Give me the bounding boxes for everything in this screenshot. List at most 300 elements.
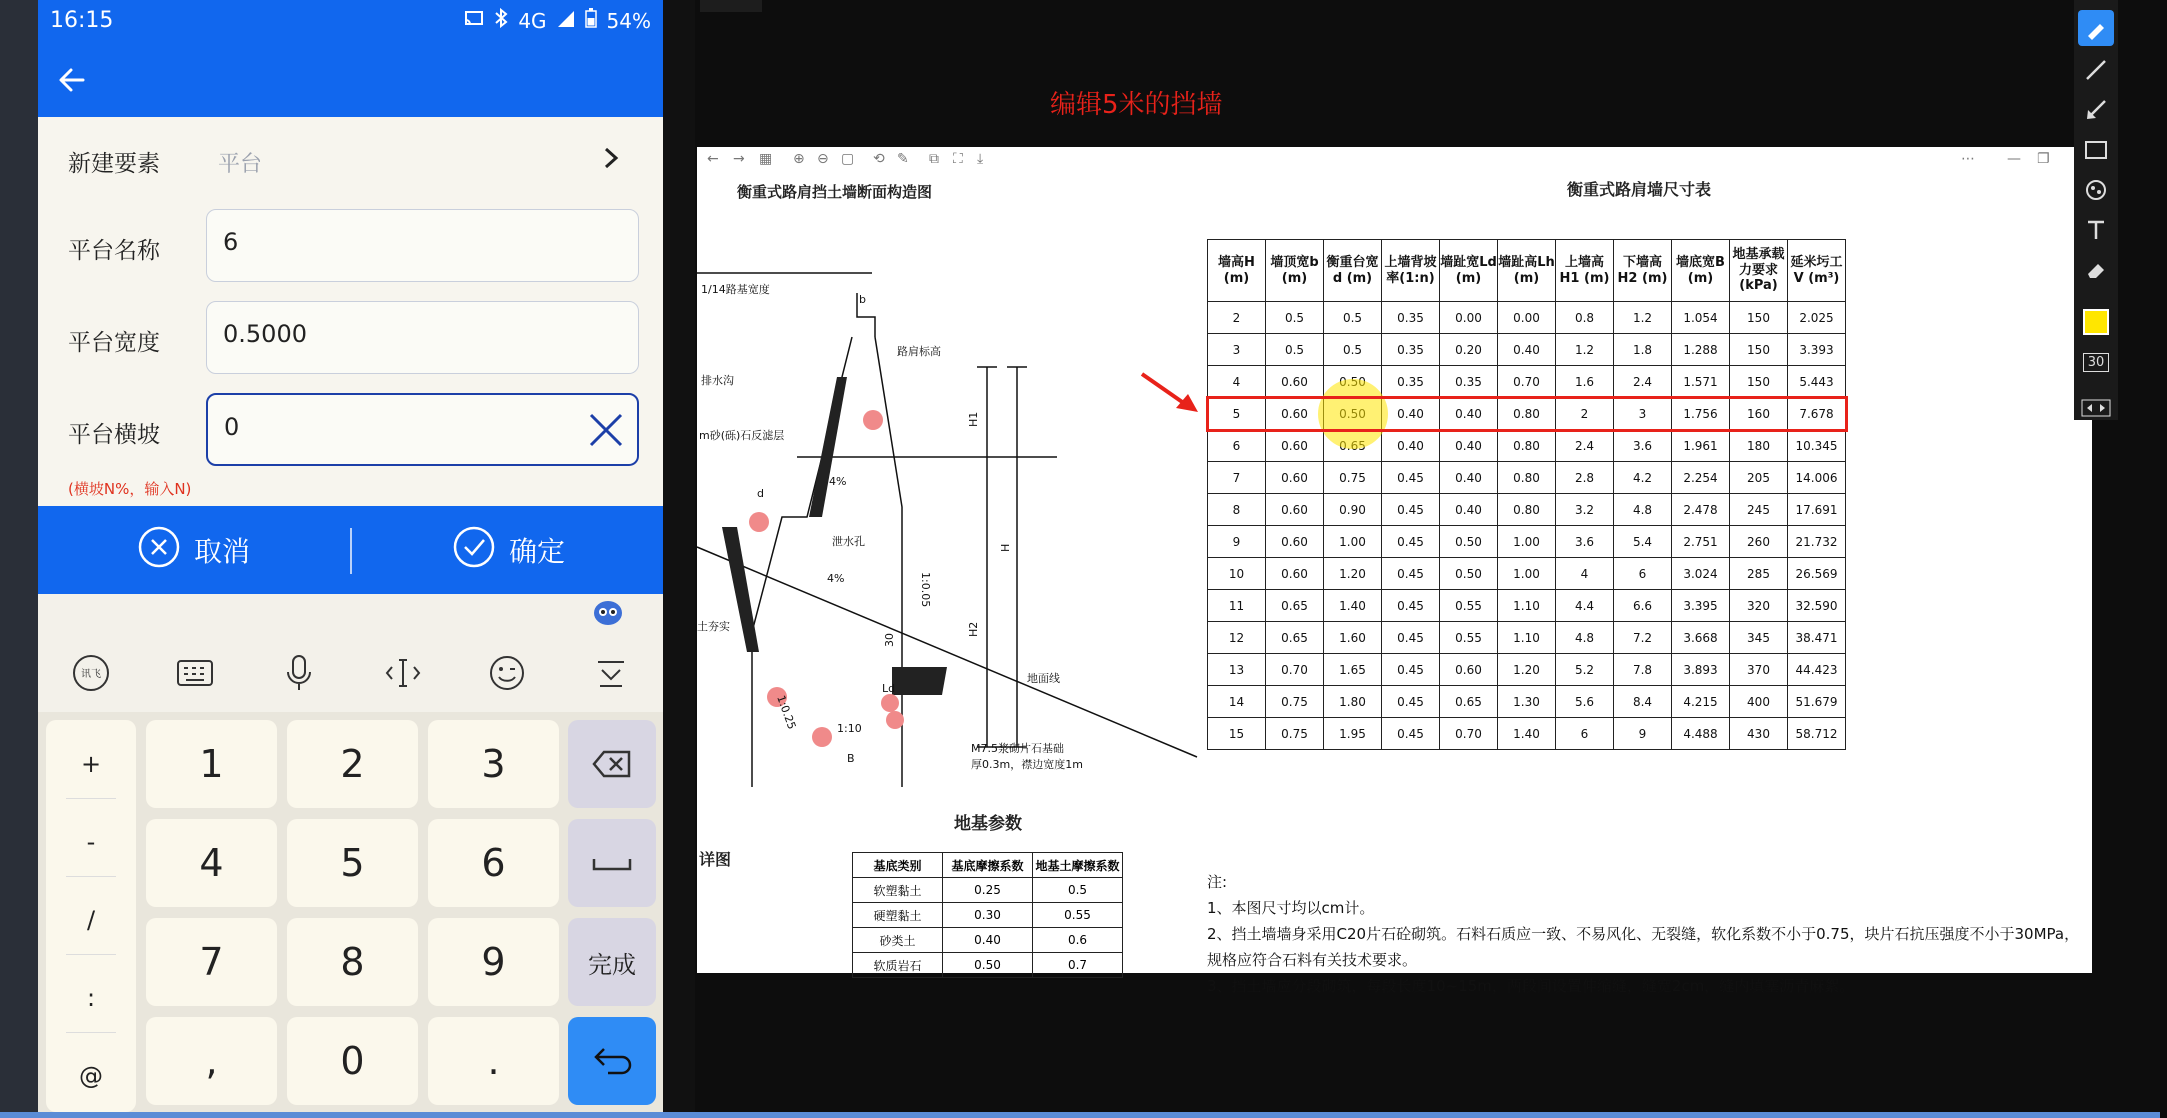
table-cell: 1.961 xyxy=(1672,430,1730,462)
status-time: 16:15 xyxy=(50,8,114,33)
table-cell: 180 xyxy=(1730,430,1788,462)
drawing-title: 衡重式路肩挡土墙断面构造图 xyxy=(737,183,933,201)
line-tool-icon[interactable] xyxy=(2078,52,2114,88)
table-cell: 1.30 xyxy=(1498,686,1556,718)
table-cell: 1.60 xyxy=(1324,622,1382,654)
label-slope1: 1:0.05 xyxy=(919,572,932,608)
table-cell: 1.00 xyxy=(1324,526,1382,558)
note-1: 1、本图尺寸均以cm计。 xyxy=(1207,899,1375,917)
table-cell: 0.5 xyxy=(1266,302,1324,334)
table-cell: 0.55 xyxy=(1440,590,1498,622)
table-cell: 1.00 xyxy=(1498,526,1556,558)
table-cell: 21.732 xyxy=(1788,526,1846,558)
table-row xyxy=(1208,654,1846,686)
table-row xyxy=(1208,526,1846,558)
platform-slope-input-box[interactable] xyxy=(206,393,639,466)
mosaic-tool-icon[interactable] xyxy=(2078,172,2114,208)
table-cell: 4 xyxy=(1208,366,1266,398)
table-cell: 160 xyxy=(1730,398,1788,430)
soil-table-cell: 0.50 xyxy=(943,953,1033,978)
soil-params-title: 地基参数 xyxy=(954,814,1022,834)
table-cell: 0.5 xyxy=(1266,334,1324,366)
table-cell: 1.95 xyxy=(1324,718,1382,750)
table-cell: 1.756 xyxy=(1672,398,1730,430)
soil-table-cell: 0.30 xyxy=(943,903,1033,928)
label-ground: 地面线 xyxy=(1027,672,1060,685)
back-arrow-icon[interactable] xyxy=(48,56,96,104)
table-cell: 3.393 xyxy=(1788,334,1846,366)
label-H2: H2 xyxy=(967,621,980,637)
label-fill: 土夯实 xyxy=(697,620,730,633)
ifly-logo-icon[interactable] xyxy=(70,652,112,694)
table-cell: 0.35 xyxy=(1382,302,1440,334)
table-cell: 0.00 xyxy=(1498,302,1556,334)
platform-slope-row xyxy=(38,392,663,470)
table-cell: 1.2 xyxy=(1556,334,1614,366)
table-cell: 6 xyxy=(1208,430,1266,462)
key-slash[interactable]: / xyxy=(86,906,96,934)
phone-left-strip xyxy=(0,0,38,1118)
rotate-icon[interactable]: ⟲ xyxy=(873,151,885,167)
table-cell: 17.691 xyxy=(1788,494,1846,526)
table-row xyxy=(1208,622,1846,654)
key-0[interactable]: 0 xyxy=(287,1017,418,1105)
table-cell: 0.40 xyxy=(1440,398,1498,430)
table-cell: 150 xyxy=(1730,334,1788,366)
enter-key[interactable] xyxy=(568,1017,656,1105)
platform-slope-input[interactable] xyxy=(224,413,604,441)
table-cell: 11 xyxy=(1208,590,1266,622)
table-cell: 0.40 xyxy=(1440,430,1498,462)
cancel-circle-x-icon xyxy=(138,526,180,575)
table-cell: 3.668 xyxy=(1672,622,1730,654)
table-cell: 14.006 xyxy=(1788,462,1846,494)
note-3: 3、挡土墙应分段砌筑，每段长度10~15m，两段间设置伸缩缝，缝宽2cm，缝内填塞沥青麻絮。 xyxy=(1207,977,1855,995)
table-cell: 1.10 xyxy=(1498,590,1556,622)
key-7[interactable]: 7 xyxy=(146,918,277,1006)
soil-table-cell: 0.25 xyxy=(943,878,1033,903)
table-cell: 4 xyxy=(1556,558,1614,590)
table-cell: 0.5 xyxy=(1324,302,1382,334)
table-cell: 430 xyxy=(1730,718,1788,750)
table-cell: 1.8 xyxy=(1614,334,1672,366)
table-cell: 2 xyxy=(1208,302,1266,334)
table-header-cell: 墙趾高Lh (m) xyxy=(1498,240,1556,302)
key-4[interactable]: 4 xyxy=(146,819,277,907)
table-cell: 5 xyxy=(1208,398,1266,430)
label-foundation-size: 厚0.3m，襟边宽度1m xyxy=(971,758,1083,771)
table-cell: 0.60 xyxy=(1266,398,1324,430)
table-cell: 0.45 xyxy=(1382,494,1440,526)
table-cell: 0.45 xyxy=(1382,462,1440,494)
soil-table-cell: 0.6 xyxy=(1033,928,1123,953)
label-b: b xyxy=(859,293,866,306)
soil-table-cell: 0.55 xyxy=(1033,903,1123,928)
more-icon[interactable]: ⋯ xyxy=(1961,151,1975,167)
table-cell: 4.4 xyxy=(1556,590,1614,622)
table-cell: 0.80 xyxy=(1498,398,1556,430)
collapse-keyboard-icon[interactable] xyxy=(590,652,632,694)
table-cell: 0.70 xyxy=(1498,366,1556,398)
table-cell: 0.45 xyxy=(1382,718,1440,750)
label-H1: H1 xyxy=(967,411,980,427)
key-colon[interactable]: : xyxy=(86,984,96,1012)
soil-header-cell: 基底摩擦系数 xyxy=(943,853,1033,878)
rectangle-tool-icon[interactable] xyxy=(2078,132,2114,168)
table-cell: 0.65 xyxy=(1266,590,1324,622)
download-icon[interactable]: ⤓ xyxy=(977,151,984,167)
feature-selector-row[interactable] xyxy=(38,117,663,201)
app-bar xyxy=(38,42,663,117)
table-cell: 0.40 xyxy=(1498,334,1556,366)
table-cell: 1.10 xyxy=(1498,622,1556,654)
key-at[interactable]: @ xyxy=(79,1062,103,1090)
enter-return-icon xyxy=(592,1045,632,1077)
svg-text:讯飞: 讯飞 xyxy=(81,669,101,680)
table-cell: 8.4 xyxy=(1614,686,1672,718)
platform-name-input[interactable] xyxy=(223,228,603,256)
zoom-in-icon[interactable]: ⊕ xyxy=(793,151,805,167)
platform-width-input[interactable] xyxy=(223,320,603,348)
table-cell: 2 xyxy=(1556,398,1614,430)
platform-width-input-box[interactable] xyxy=(206,301,639,374)
table-cell: 26.569 xyxy=(1788,558,1846,590)
table-cell: 5.443 xyxy=(1788,366,1846,398)
microphone-icon[interactable] xyxy=(278,652,320,694)
action-divider xyxy=(350,528,352,574)
table-title: 衡重式路肩墙尺寸表 xyxy=(1567,180,1712,199)
table-cell: 2.751 xyxy=(1672,526,1730,558)
table-row xyxy=(1208,494,1846,526)
platform-width-row xyxy=(38,300,663,378)
key-1[interactable]: 1 xyxy=(146,720,277,808)
table-cell: 0.45 xyxy=(1382,654,1440,686)
table-cell: 0.65 xyxy=(1440,686,1498,718)
table-cell: 285 xyxy=(1730,558,1788,590)
table-cell: 0.75 xyxy=(1266,686,1324,718)
cursor-move-icon[interactable] xyxy=(382,652,424,694)
table-cell: 260 xyxy=(1730,526,1788,558)
table-cell: 0.80 xyxy=(1498,462,1556,494)
back-icon[interactable]: ← xyxy=(707,151,719,167)
table-cell: 38.471 xyxy=(1788,622,1846,654)
soil-table-row xyxy=(853,903,1123,928)
confirm-check-icon xyxy=(453,526,495,575)
table-cell: 7 xyxy=(1208,462,1266,494)
table-header-cell: 上墙高H1 (m) xyxy=(1556,240,1614,302)
platform-slope-label: 平台横坡 xyxy=(68,422,160,448)
table-cell: 3 xyxy=(1614,398,1672,430)
table-cell: 3.395 xyxy=(1672,590,1730,622)
callout-1 xyxy=(863,410,883,430)
key-3[interactable]: 3 xyxy=(428,720,559,808)
table-cell: 0.45 xyxy=(1382,526,1440,558)
expand-toggle-icon[interactable] xyxy=(2078,390,2114,426)
symbol-separator xyxy=(66,954,116,955)
soil-header-row xyxy=(853,853,1123,878)
copy-icon[interactable]: ⧉ xyxy=(929,151,939,167)
table-cell: 1.6 xyxy=(1556,366,1614,398)
zoom-out-icon[interactable]: ⊖ xyxy=(817,151,829,167)
soil-table-cell: 砂类土 xyxy=(853,928,943,953)
backspace-key[interactable] xyxy=(568,720,656,808)
edit-icon[interactable]: ✎ xyxy=(897,151,909,167)
table-cell: 245 xyxy=(1730,494,1788,526)
table-cell: 58.712 xyxy=(1788,718,1846,750)
table-cell: 12 xyxy=(1208,622,1266,654)
label-slope3: 1:10 xyxy=(837,722,862,735)
table-cell: 1.288 xyxy=(1672,334,1730,366)
table-header-cell: 墙高H (m) xyxy=(1208,240,1266,302)
key-8[interactable]: 8 xyxy=(287,918,418,1006)
table-cell: 205 xyxy=(1730,462,1788,494)
done-key[interactable]: 完成 xyxy=(568,918,656,1006)
platform-name-label: 平台名称 xyxy=(68,238,160,264)
table-cell: 4.488 xyxy=(1672,718,1730,750)
soil-params-table xyxy=(852,852,1123,978)
clear-icon[interactable] xyxy=(587,411,625,453)
status-icons xyxy=(464,8,651,33)
platform-name-input-box[interactable] xyxy=(206,209,639,282)
soil-table-row xyxy=(853,953,1123,978)
soil-table-row xyxy=(853,928,1123,953)
key-5[interactable]: 5 xyxy=(287,819,418,907)
label-B: B xyxy=(847,752,855,765)
table-cell: 10.345 xyxy=(1788,430,1846,462)
key-minus[interactable]: - xyxy=(86,828,96,856)
table-cell: 51.679 xyxy=(1788,686,1846,718)
table-cell: 5.6 xyxy=(1556,686,1614,718)
annotation-arrow-icon xyxy=(1140,370,1200,415)
table-cell: 0.60 xyxy=(1440,654,1498,686)
table-cell: 0.40 xyxy=(1382,430,1440,462)
table-row xyxy=(1208,430,1846,462)
callout-2 xyxy=(881,694,899,712)
table-cell: 14 xyxy=(1208,686,1266,718)
chevron-right-icon xyxy=(603,147,619,173)
table-cell: 0.60 xyxy=(1266,526,1324,558)
symbols-column xyxy=(46,720,136,1112)
table-row xyxy=(1208,686,1846,718)
table-cell: 4.8 xyxy=(1556,622,1614,654)
table-cell: 32.590 xyxy=(1788,590,1846,622)
table-cell: 150 xyxy=(1730,302,1788,334)
label-foundation: M7.5浆砌片石基础 xyxy=(971,742,1064,755)
key-comma[interactable]: , xyxy=(146,1017,277,1105)
table-cell: 0.45 xyxy=(1382,558,1440,590)
table-cell: 8 xyxy=(1208,494,1266,526)
label-Ld: Ld xyxy=(882,682,896,695)
table-cell: 0.65 xyxy=(1266,622,1324,654)
label-top-slope: 1/14路基宽度 xyxy=(701,283,770,296)
table-cell: 0.50 xyxy=(1440,526,1498,558)
key-2[interactable]: 2 xyxy=(287,720,418,808)
notes-title: 注: xyxy=(1207,873,1228,891)
platform-name-row xyxy=(38,208,663,286)
table-row xyxy=(1208,302,1846,334)
color-swatch[interactable] xyxy=(2078,304,2114,340)
label-road-edge: 路肩标高 xyxy=(897,345,941,358)
keyboard-top-strip xyxy=(38,594,663,634)
table-cell: 7.678 xyxy=(1788,398,1846,430)
callout-4 xyxy=(812,727,832,747)
label-pct1: 4% xyxy=(829,475,847,488)
table-cell: 0.60 xyxy=(1266,430,1324,462)
table-cell: 5.2 xyxy=(1556,654,1614,686)
soil-table-cell: 软塑黏土 xyxy=(853,878,943,903)
grid-view-icon[interactable]: ▦ xyxy=(759,151,773,167)
table-cell: 4.2 xyxy=(1614,462,1672,494)
table-cell: 1.00 xyxy=(1498,558,1556,590)
label-h30: 30 xyxy=(883,633,896,647)
table-cell: 0.40 xyxy=(1440,462,1498,494)
table-cell: 1.571 xyxy=(1672,366,1730,398)
soil-table-cell: 0.40 xyxy=(943,928,1033,953)
wall-dimension-table xyxy=(1207,239,1846,750)
symbol-separator xyxy=(66,1032,116,1033)
table-cell: 0.20 xyxy=(1440,334,1498,366)
table-cell: 3.6 xyxy=(1614,430,1672,462)
restore-icon[interactable]: ❐ xyxy=(2037,151,2050,167)
label-drainage: 排水沟 xyxy=(701,374,734,387)
table-cell: 2.254 xyxy=(1672,462,1730,494)
table-cell: 0.70 xyxy=(1440,718,1498,750)
table-cell: 7.8 xyxy=(1614,654,1672,686)
soil-header-cell: 基底类别 xyxy=(853,853,943,878)
table-cell: 7.2 xyxy=(1614,622,1672,654)
table-cell: 6 xyxy=(1556,718,1614,750)
table-cell: 0.80 xyxy=(1498,494,1556,526)
table-cell: 0.35 xyxy=(1382,366,1440,398)
table-header-cell: 墙底宽B (m) xyxy=(1672,240,1730,302)
table-cell: 3.024 xyxy=(1672,558,1730,590)
battery-level: 54% xyxy=(606,8,651,33)
table-row xyxy=(1208,366,1846,398)
table-cell: 0.55 xyxy=(1440,622,1498,654)
table-cell: 10 xyxy=(1208,558,1266,590)
table-cell: 0.90 xyxy=(1324,494,1382,526)
pen-size[interactable]: 30 xyxy=(2078,344,2114,380)
table-cell: 320 xyxy=(1730,590,1788,622)
space-key[interactable] xyxy=(568,819,656,907)
eraser-tool-icon[interactable] xyxy=(2078,252,2114,288)
key-6[interactable]: 6 xyxy=(428,819,559,907)
soil-table-cell: 硬塑黏土 xyxy=(853,903,943,928)
table-header-row xyxy=(1208,240,1846,302)
emoji-icon[interactable] xyxy=(486,652,528,694)
table-cell: 9 xyxy=(1208,526,1266,558)
key-dot[interactable]: . xyxy=(428,1017,559,1105)
overlay-title: 编辑5米的挡墙 xyxy=(1050,90,1223,120)
table-cell: 0.80 xyxy=(1498,430,1556,462)
table-cell: 4.8 xyxy=(1614,494,1672,526)
table-cell: 1.40 xyxy=(1324,590,1382,622)
table-cell: 0.8 xyxy=(1556,302,1614,334)
cast-icon xyxy=(464,9,484,33)
table-cell: 0.60 xyxy=(1266,494,1324,526)
keyboard-icon[interactable] xyxy=(174,652,216,694)
cancel-button[interactable] xyxy=(138,524,250,576)
table-cell: 1.20 xyxy=(1498,654,1556,686)
table-header-cell: 墙趾宽Ld (m) xyxy=(1440,240,1498,302)
forward-icon[interactable]: → xyxy=(733,151,745,167)
key-plus[interactable]: + xyxy=(80,750,102,778)
callout-3 xyxy=(886,711,904,729)
top-tab-strip xyxy=(700,0,762,12)
table-row xyxy=(1208,334,1846,366)
soil-table-row xyxy=(853,878,1123,903)
key-9[interactable]: 9 xyxy=(428,918,559,1006)
table-cell: 0.50 xyxy=(1440,558,1498,590)
signal-icon xyxy=(557,9,575,33)
table-cell: 0.40 xyxy=(1382,398,1440,430)
fullscreen-icon[interactable]: ⛶ xyxy=(953,151,963,167)
slope-hint: (横坡N%，输入N) xyxy=(68,480,192,498)
fit-page-icon[interactable]: ▢ xyxy=(841,151,855,167)
table-cell: 0.45 xyxy=(1382,590,1440,622)
table-cell: 2.8 xyxy=(1556,462,1614,494)
table-cell: 150 xyxy=(1730,366,1788,398)
table-cell: 0.35 xyxy=(1382,334,1440,366)
table-cell: 3.2 xyxy=(1556,494,1614,526)
table-header-cell: 上墙背坡率(1:n) xyxy=(1382,240,1440,302)
callout-6 xyxy=(749,512,769,532)
table-cell: 370 xyxy=(1730,654,1788,686)
detail-label: 详图 xyxy=(699,850,732,869)
table-cell: 3.893 xyxy=(1672,654,1730,686)
confirm-button[interactable] xyxy=(453,524,565,576)
battery-icon xyxy=(585,8,597,33)
table-header-cell: 衡重台宽d (m) xyxy=(1324,240,1382,302)
table-cell: 0.60 xyxy=(1266,558,1324,590)
table-cell: 6.6 xyxy=(1614,590,1672,622)
table-header-cell: 下墙高H2 (m) xyxy=(1614,240,1672,302)
table-cell: 3.6 xyxy=(1556,526,1614,558)
confirm-label: 确定 xyxy=(509,535,566,568)
soil-table-body xyxy=(853,878,1123,978)
soil-table-cell: 0.5 xyxy=(1033,878,1123,903)
table-cell: 4.215 xyxy=(1672,686,1730,718)
status-bar xyxy=(38,0,663,42)
action-bar xyxy=(38,506,663,594)
table-cell: 2.4 xyxy=(1556,430,1614,462)
minimize-icon[interactable]: — xyxy=(2007,151,2021,167)
table-cell: 0.75 xyxy=(1266,718,1324,750)
soil-table-cell: 0.7 xyxy=(1033,953,1123,978)
symbol-separator xyxy=(66,798,116,799)
table-cell: 0.75 xyxy=(1324,462,1382,494)
text-tool-icon[interactable] xyxy=(2078,212,2114,248)
feature-value: 平台 xyxy=(218,152,263,177)
viewer-toolbar xyxy=(697,147,2092,173)
table-cell: 13 xyxy=(1208,654,1266,686)
table-cell: 6 xyxy=(1614,558,1672,590)
table-cell: 1.65 xyxy=(1324,654,1382,686)
table-body xyxy=(1208,302,1846,750)
phone-mirror-window xyxy=(0,0,695,1118)
dimension-lines xyxy=(987,367,1017,747)
table-cell: 1.20 xyxy=(1324,558,1382,590)
label-pct2: 4% xyxy=(827,572,845,585)
table-cell: 0.5 xyxy=(1324,334,1382,366)
arrow-tool-icon[interactable] xyxy=(2078,92,2114,128)
backspace-icon xyxy=(592,750,632,778)
table-cell: 15 xyxy=(1208,718,1266,750)
keyboard-toolbar xyxy=(38,634,663,712)
assistant-mascot-icon[interactable] xyxy=(593,600,623,630)
table-cell: 0.00 xyxy=(1440,302,1498,334)
highlighter-tool-icon[interactable] xyxy=(2078,10,2114,46)
